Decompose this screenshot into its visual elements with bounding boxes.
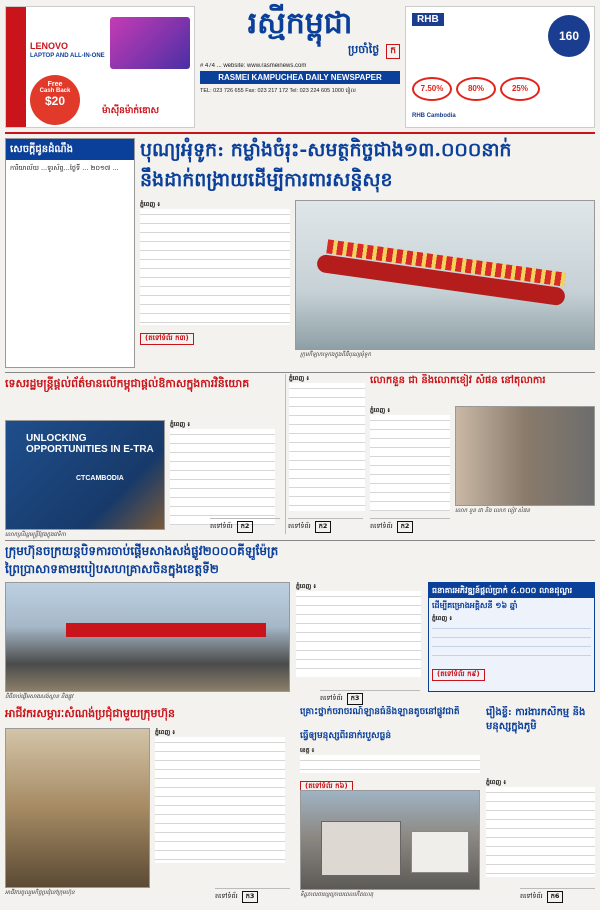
electric-story: [428, 582, 595, 692]
electric-subhead: ដើម្បីគម្រោងអគ្គិសនី ១៦ ឆ្នាំ: [432, 601, 518, 610]
construction-headline-2: ព្រៃប្រាសាទតាមរបៀបសហគ្រាសចិនក្នុងខេត្តទី២: [5, 562, 219, 576]
cashback-badge: Free Cash Back $20: [30, 75, 80, 125]
masthead-subtitle: ប្រចាំថ្ងៃ: [347, 43, 380, 56]
right-bottom-headline: រឿងខ្លី: ការងារកសិកម្ម និងមនុស្សក្នុងភូមិ: [486, 707, 586, 732]
meeting-text: [155, 728, 285, 878]
construction-photo: [5, 582, 290, 692]
construction-caption: ពិធីចាប់ផ្តើមសាងសង់ស្ពាន និងផ្លូវ: [5, 694, 74, 700]
meeting-byline: ភ្នំពេញ ៖: [155, 729, 175, 736]
lead-headline-1: បុណ្យអុំទូក: កម្លាំងចំរុះ-សមត្ថកិច្ចជាង១៣.០០០នាក់: [140, 139, 512, 161]
crash-caption: ទិដ្ឋភាពរថយន្តក្រោយពេលកើតហេតុ: [300, 892, 374, 898]
meeting-photo: [5, 728, 150, 888]
rhb-ad[interactable]: [405, 6, 595, 128]
lead-continued[interactable]: (តទៅទំព័រ ក៣): [140, 333, 194, 345]
middle-story: [285, 374, 365, 534]
masthead-rule: [5, 132, 595, 134]
rhb-logo: RHB: [412, 13, 444, 26]
rhb-rate-2: 80%: [456, 77, 496, 101]
court-continued[interactable]: តទៅទំព័រ ក2: [370, 518, 450, 533]
laptop-image: [110, 17, 190, 69]
sidebar-title: សេចក្តីជូនដំណឹង: [6, 139, 134, 160]
right-bottom-continued[interactable]: តទៅទំព័រ ក6: [520, 888, 595, 903]
construction-text: [296, 582, 421, 692]
rhb-badge: 160: [548, 15, 590, 57]
court-headline: លោកនួន ជា និងលោកខៀវ សំផន នៅតុលាការ: [370, 375, 546, 386]
rhb-footer: RHB Cambodia: [412, 113, 456, 119]
court-caption: លោក នួន ជា និង លោក ខៀវ សំផន: [455, 508, 530, 514]
trade-text: [170, 420, 275, 528]
crash-headline-1: គ្រោះថ្នាក់ចរាចរណ៍ឡានធំនិងឡានតូចនៅផ្លូវជាតិ: [300, 707, 460, 717]
middle-byline: ភ្នំពេញ ៖: [289, 375, 309, 382]
crash-continued[interactable]: (តទៅទំព័រ ក៦): [300, 781, 353, 793]
trade-headline: ទេសរដ្ឋមន្ត្រីផ្តល់ព័ត៌មានលើកម្ពុជាផ្តល់ឱកាសក្នុងការវិនិយោគ: [5, 377, 250, 390]
lenovo-brand: LENOVO: [30, 41, 69, 51]
meeting-headline: អាជីវករសម្ភារៈសំណង់ប្រជុំជាមួយក្រុមហ៊ុន: [5, 707, 175, 720]
lead-byline: ភ្នំពេញ ៖: [140, 201, 160, 208]
trade-continued[interactable]: តទៅទំព័រ ក2: [210, 518, 280, 533]
construction-byline: ភ្នំពេញ ៖: [296, 583, 316, 590]
construction-continued[interactable]: តទៅទំព័រ ក3: [320, 690, 420, 705]
lead-text-block: [140, 200, 290, 350]
court-photo: [455, 406, 595, 506]
trade-caption: លោកស្រីរដ្ឋមន្ត្រីថ្លែងក្នុងវេទិកា: [5, 532, 66, 538]
lenovo-headline: LAPTOP AND ALL-IN-ONE: [30, 53, 105, 59]
trade-photo: [5, 420, 165, 530]
boat-race-caption: ក្រុមកីឡាករទូកងក្នុងពិធីបុណ្យអុំទូក: [300, 352, 371, 358]
crash-byline: ខេត្ត ៖: [300, 747, 315, 754]
sidebar-notice: [5, 138, 135, 368]
boat-race-photo: [295, 200, 595, 350]
store-name: ម៉ាស៊ីនម៉ាក់ឌោស: [102, 106, 160, 116]
english-title: RASMEI KAMPUCHEA DAILY NEWSPAPER: [200, 71, 400, 84]
section-rule-1: [5, 372, 595, 373]
right-bottom-text: [486, 778, 595, 878]
electric-byline: ភ្នំពេញ ៖: [432, 615, 452, 622]
electric-continued[interactable]: (តទៅទំព័រ ក៩): [432, 669, 485, 681]
issue-line: # 474 ... website: www.rasmeinews.com: [200, 63, 307, 69]
rhb-rate-3: 25%: [500, 77, 540, 101]
masthead: [200, 4, 400, 130]
section-rule-2: [5, 540, 595, 541]
crash-text: [300, 746, 480, 790]
construction-headline-1: ក្រុមហ៊ុនចក្រយន្តបិទការចាប់ផ្តើមសាងសង់ផ្លូវ២០០០គីឡូម៉ែត្រ: [5, 544, 279, 558]
trade-byline: ភ្នំពេញ ៖: [170, 421, 190, 428]
meeting-continued[interactable]: តទៅទំព័រ ក3: [215, 888, 290, 903]
contact-line: TEL: 023 726 655 Fax: 023 217 172 Tel: 023 224 605 1000 រៀល: [200, 88, 356, 94]
court-text: [370, 406, 450, 516]
rhb-rate-1: 7.50%: [412, 77, 452, 101]
masthead-title: រស្មីកម្ពុជា: [247, 6, 353, 41]
court-byline: ភ្នំពេញ ៖: [370, 407, 390, 414]
lead-headline-2: នឹងដាក់ពង្រាយដើម្បីការពារសន្តិសុខ: [140, 169, 393, 191]
crash-headline-2: ធ្វើឲ្យមនុស្សពីរនាក់របួសធ្ងន់: [300, 731, 392, 741]
meeting-caption: អាជីវករចូលរួមកិច្ចប្រជុំនៅក្រុមហ៊ុន: [5, 890, 75, 896]
middle-continued[interactable]: តទៅទំព័រ ក2: [288, 518, 363, 533]
trade-photo-sign2: CTCAMBODIA: [76, 475, 124, 482]
trade-photo-sign: UNLOCKING OPPORTUNITIES IN E-TRA: [26, 433, 154, 455]
lenovo-ad[interactable]: [5, 6, 195, 128]
right-bottom-byline: ភ្នំពេញ ៖: [486, 779, 506, 786]
crash-photo: [300, 790, 480, 890]
sidebar-body: ការិយាល័យ ...ទូរស័ព្ទ...ថ្ងៃទី ... ២០១៧ ...: [10, 164, 119, 172]
letter-box: ក: [386, 44, 400, 59]
electric-headline: ធនាគារអភិវឌ្ឍន៍ផ្តល់ប្រាក់ ៤.០០០ លានដុល្លារ: [429, 583, 594, 598]
